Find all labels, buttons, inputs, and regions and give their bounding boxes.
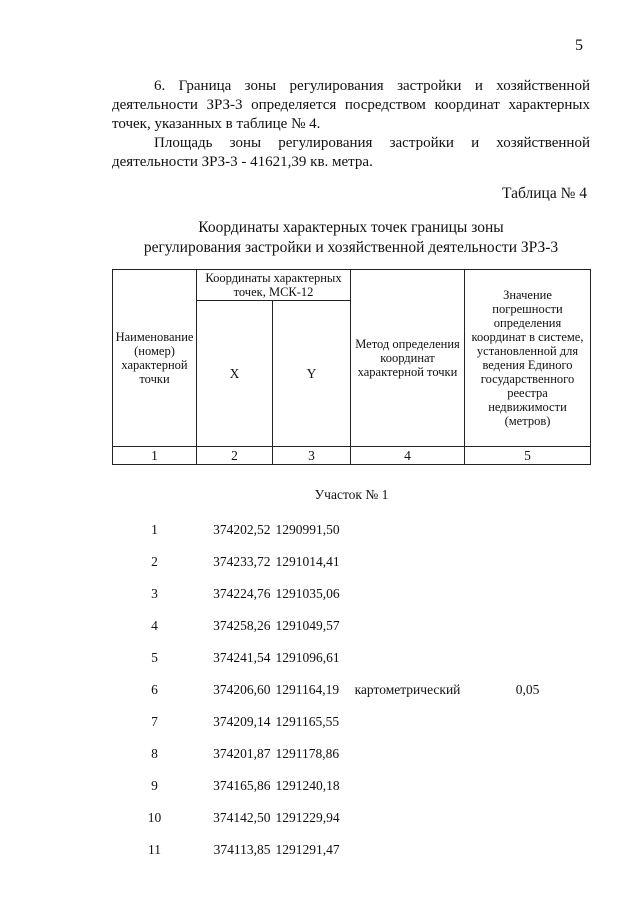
x-coordinate: 374241,54 xyxy=(213,650,271,665)
y-coordinate: 1291240,18 xyxy=(275,778,340,793)
method-cell: картометрический xyxy=(354,682,461,697)
paragraph-zone-area xyxy=(112,134,590,172)
header-x: X xyxy=(197,301,273,447)
point-number: 1 xyxy=(151,522,158,537)
method-cell xyxy=(351,546,465,578)
y-coordinate: 1291178,86 xyxy=(275,746,340,761)
accuracy-cell xyxy=(465,546,591,578)
y-coordinate: 1291164,19 xyxy=(275,682,340,697)
y-coordinate: 1291291,47 xyxy=(275,842,340,857)
accuracy-cell xyxy=(465,514,591,546)
y-coordinate: 1291229,94 xyxy=(275,810,340,825)
header-method: Метод определения координат характерной точки xyxy=(351,270,465,447)
accuracy-cell xyxy=(465,802,591,834)
accuracy-cell: 0,05 xyxy=(515,682,540,697)
header-y: Y xyxy=(273,301,351,447)
point-number: 5 xyxy=(151,650,158,665)
y-coordinate: 1291096,61 xyxy=(275,650,340,665)
header-accuracy: Значение погрешности определения координат в системе, установленной для ведения Единого государственного реестра недвижимости (метров) xyxy=(465,270,591,447)
table-row xyxy=(113,610,591,642)
point-number: 3 xyxy=(151,586,158,601)
y-coordinate: 1291014,41 xyxy=(275,554,340,569)
method-cell xyxy=(351,770,465,802)
point-number: 6 xyxy=(151,682,158,697)
header-coordinates: Координаты характерных точек, МСК-12 xyxy=(197,270,351,301)
table-row xyxy=(113,578,591,610)
column-number: 3 xyxy=(273,447,351,465)
x-coordinate: 374113,85 xyxy=(213,842,271,857)
table-row xyxy=(113,546,591,578)
column-number-row xyxy=(113,447,591,465)
table-row xyxy=(113,770,591,802)
header-point-name: Наименование (номер) характерной точки xyxy=(113,270,197,447)
x-coordinate: 374206,60 xyxy=(213,682,271,697)
table-row xyxy=(113,834,591,866)
method-cell xyxy=(351,514,465,546)
point-number: 11 xyxy=(148,842,161,857)
accuracy-cell xyxy=(465,834,591,866)
point-number: 2 xyxy=(151,554,158,569)
table-row xyxy=(113,642,591,674)
table-title xyxy=(112,218,590,258)
method-cell xyxy=(351,642,465,674)
accuracy-cell xyxy=(465,738,591,770)
method-cell xyxy=(351,738,465,770)
point-number: 8 xyxy=(151,746,158,761)
method-cell xyxy=(351,578,465,610)
method-cell xyxy=(351,610,465,642)
accuracy-cell xyxy=(465,578,591,610)
table-row xyxy=(113,674,591,706)
paragraph-zone-boundary xyxy=(112,77,590,134)
column-number: 2 xyxy=(197,447,273,465)
table-row xyxy=(113,802,591,834)
x-coordinate: 374202,52 xyxy=(213,522,271,537)
point-number: 9 xyxy=(151,778,158,793)
x-coordinate: 374258,26 xyxy=(213,618,271,633)
table-label: Таблица № 4 xyxy=(502,185,587,202)
x-coordinate: 374224,76 xyxy=(213,586,271,601)
point-number: 4 xyxy=(151,618,158,633)
accuracy-cell xyxy=(465,610,591,642)
x-coordinate: 374209,14 xyxy=(213,714,271,729)
section-title: Участок № 1 xyxy=(314,487,389,502)
table-row xyxy=(113,738,591,770)
column-number: 4 xyxy=(351,447,465,465)
accuracy-cell xyxy=(465,770,591,802)
y-coordinate: 1291165,55 xyxy=(275,714,340,729)
y-coordinate: 1291035,06 xyxy=(275,586,340,601)
x-coordinate: 374165,86 xyxy=(213,778,271,793)
paragraph-2-text: Площадь зоны регулирования застройки и хозяйственной деятельности ЗРЗ-3 - 41621,39 кв. метра. xyxy=(112,135,590,170)
coordinates-table xyxy=(112,269,591,866)
point-number: 7 xyxy=(151,714,158,729)
x-coordinate: 374233,72 xyxy=(213,554,271,569)
paragraph-1-text: 6. Граница зоны регулирования застройки и хозяйственной деятельности ЗРЗ-3 определяется посредством координат характерных точек, указанных в таблице № 4. xyxy=(112,78,590,132)
method-cell xyxy=(351,706,465,738)
method-cell xyxy=(351,834,465,866)
method-cell xyxy=(351,802,465,834)
accuracy-cell xyxy=(465,706,591,738)
y-coordinate: 1291049,57 xyxy=(275,618,340,633)
accuracy-cell xyxy=(465,642,591,674)
column-number: 5 xyxy=(465,447,591,465)
section-row xyxy=(113,465,591,515)
table-title-line-2: регулирования застройки и хозяйственной деятельности ЗРЗ-3 xyxy=(143,239,559,256)
page-number: 5 xyxy=(575,37,583,54)
point-number: 10 xyxy=(147,810,162,825)
x-coordinate: 374201,87 xyxy=(213,746,271,761)
table-row xyxy=(113,514,591,546)
table-row xyxy=(113,706,591,738)
table-header-row xyxy=(113,270,591,301)
column-number: 1 xyxy=(113,447,197,465)
y-coordinate: 1290991,50 xyxy=(275,522,340,537)
table-title-line-1: Координаты характерных точек границы зоны xyxy=(198,219,504,236)
x-coordinate: 374142,50 xyxy=(213,810,271,825)
